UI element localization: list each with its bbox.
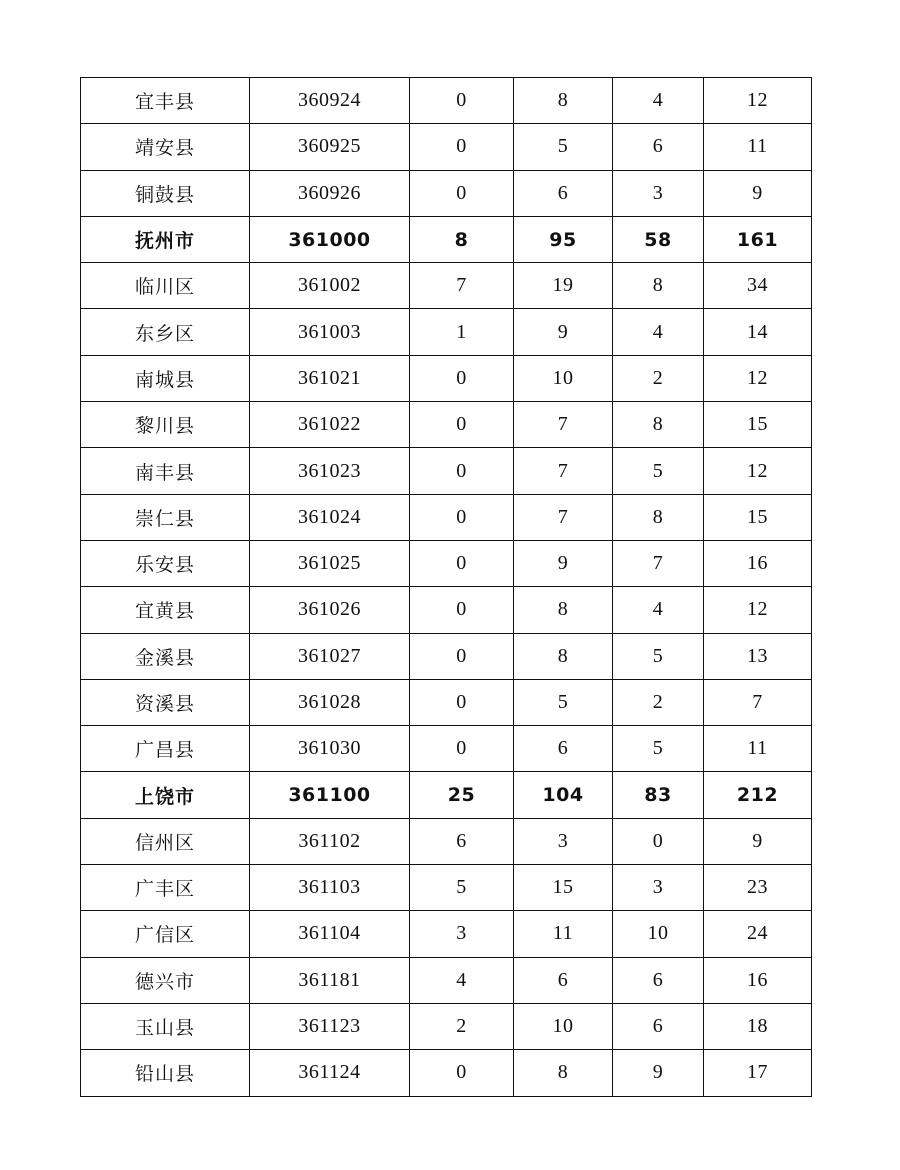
value-1-cell: 1: [410, 309, 514, 355]
region-name-cell: 崇仁县: [81, 494, 250, 540]
region-code-cell: 361000: [250, 216, 410, 262]
value-1-cell: 0: [410, 402, 514, 448]
value-1-cell: 0: [410, 78, 514, 124]
value-2-cell: 9: [514, 309, 613, 355]
region-name-cell: 铜鼓县: [81, 170, 250, 216]
value-3-cell: 5: [613, 633, 704, 679]
total-cell: 12: [704, 78, 812, 124]
table-row: [81, 355, 812, 401]
value-3-cell: 8: [613, 263, 704, 309]
value-2-cell: 9: [514, 540, 613, 586]
value-2-cell: 95: [514, 216, 613, 262]
value-1-cell: 5: [410, 865, 514, 911]
value-1-cell: 0: [410, 633, 514, 679]
value-3-cell: 8: [613, 402, 704, 448]
total-cell: 15: [704, 494, 812, 540]
value-3-cell: 6: [613, 124, 704, 170]
region-code-cell: 360926: [250, 170, 410, 216]
region-name-cell: 乐安县: [81, 540, 250, 586]
region-name-cell: 东乡区: [81, 309, 250, 355]
total-cell: 212: [704, 772, 812, 818]
region-name-cell: 南丰县: [81, 448, 250, 494]
table-row: [81, 309, 812, 355]
total-cell: 11: [704, 726, 812, 772]
value-1-cell: 0: [410, 726, 514, 772]
table-row: [81, 633, 812, 679]
region-code-cell: 360924: [250, 78, 410, 124]
value-3-cell: 8: [613, 494, 704, 540]
value-2-cell: 7: [514, 448, 613, 494]
value-1-cell: 0: [410, 494, 514, 540]
total-cell: 34: [704, 263, 812, 309]
value-3-cell: 2: [613, 679, 704, 725]
region-name-cell: 宜丰县: [81, 78, 250, 124]
region-name-cell: 信州区: [81, 818, 250, 864]
value-2-cell: 15: [514, 865, 613, 911]
region-code-cell: 361027: [250, 633, 410, 679]
region-name-cell: 临川区: [81, 263, 250, 309]
region-code-cell: 361022: [250, 402, 410, 448]
table-row: [81, 263, 812, 309]
value-1-cell: 0: [410, 587, 514, 633]
region-name-cell: 金溪县: [81, 633, 250, 679]
region-name-cell: 宜黄县: [81, 587, 250, 633]
value-3-cell: 4: [613, 78, 704, 124]
value-1-cell: 3: [410, 911, 514, 957]
value-1-cell: 6: [410, 818, 514, 864]
value-3-cell: 0: [613, 818, 704, 864]
region-name-cell: 铅山县: [81, 1050, 250, 1096]
value-2-cell: 6: [514, 726, 613, 772]
table-row: [81, 1003, 812, 1049]
region-code-cell: 361026: [250, 587, 410, 633]
table-row: [81, 402, 812, 448]
table-row: [81, 726, 812, 772]
value-3-cell: 5: [613, 726, 704, 772]
total-cell: 11: [704, 124, 812, 170]
table-row: [81, 1050, 812, 1096]
total-cell: 14: [704, 309, 812, 355]
region-code-cell: 361030: [250, 726, 410, 772]
value-1-cell: 25: [410, 772, 514, 818]
total-cell: 12: [704, 587, 812, 633]
value-3-cell: 3: [613, 865, 704, 911]
region-name-cell: 南城县: [81, 355, 250, 401]
region-name-cell: 广丰区: [81, 865, 250, 911]
table-row-city-subtotal: [81, 772, 812, 818]
value-3-cell: 4: [613, 587, 704, 633]
value-3-cell: 10: [613, 911, 704, 957]
value-2-cell: 8: [514, 587, 613, 633]
value-3-cell: 3: [613, 170, 704, 216]
region-code-cell: 361028: [250, 679, 410, 725]
table-row: [81, 911, 812, 957]
total-cell: 16: [704, 957, 812, 1003]
value-1-cell: 0: [410, 170, 514, 216]
region-code-cell: 361100: [250, 772, 410, 818]
region-code-cell: 361002: [250, 263, 410, 309]
value-3-cell: 58: [613, 216, 704, 262]
region-name-cell: 抚州市: [81, 216, 250, 262]
total-cell: 9: [704, 170, 812, 216]
table-row: [81, 818, 812, 864]
value-1-cell: 4: [410, 957, 514, 1003]
region-code-cell: 361024: [250, 494, 410, 540]
table-row: [81, 957, 812, 1003]
value-3-cell: 4: [613, 309, 704, 355]
value-1-cell: 2: [410, 1003, 514, 1049]
table-row: [81, 78, 812, 124]
table-row: [81, 587, 812, 633]
value-2-cell: 6: [514, 170, 613, 216]
statistics-table: [80, 77, 812, 1097]
value-2-cell: 5: [514, 679, 613, 725]
value-3-cell: 6: [613, 1003, 704, 1049]
value-2-cell: 19: [514, 263, 613, 309]
region-code-cell: 361181: [250, 957, 410, 1003]
region-code-cell: 361124: [250, 1050, 410, 1096]
total-cell: 12: [704, 448, 812, 494]
value-1-cell: 7: [410, 263, 514, 309]
value-1-cell: 0: [410, 540, 514, 586]
total-cell: 17: [704, 1050, 812, 1096]
value-3-cell: 2: [613, 355, 704, 401]
value-3-cell: 9: [613, 1050, 704, 1096]
region-name-cell: 上饶市: [81, 772, 250, 818]
value-2-cell: 10: [514, 1003, 613, 1049]
table-body: [81, 78, 812, 1097]
region-code-cell: 361102: [250, 818, 410, 864]
total-cell: 18: [704, 1003, 812, 1049]
value-2-cell: 11: [514, 911, 613, 957]
region-code-cell: 361003: [250, 309, 410, 355]
value-3-cell: 6: [613, 957, 704, 1003]
region-code-cell: 361104: [250, 911, 410, 957]
region-code-cell: 361021: [250, 355, 410, 401]
table-row: [81, 540, 812, 586]
table-row: [81, 679, 812, 725]
total-cell: 7: [704, 679, 812, 725]
value-2-cell: 5: [514, 124, 613, 170]
value-2-cell: 8: [514, 1050, 613, 1096]
value-3-cell: 5: [613, 448, 704, 494]
total-cell: 16: [704, 540, 812, 586]
value-2-cell: 7: [514, 494, 613, 540]
value-2-cell: 8: [514, 78, 613, 124]
value-1-cell: 0: [410, 1050, 514, 1096]
table-row-city-subtotal: [81, 216, 812, 262]
document-page: [80, 77, 811, 1097]
region-name-cell: 广信区: [81, 911, 250, 957]
value-3-cell: 7: [613, 540, 704, 586]
total-cell: 12: [704, 355, 812, 401]
value-2-cell: 104: [514, 772, 613, 818]
total-cell: 9: [704, 818, 812, 864]
region-code-cell: 361025: [250, 540, 410, 586]
region-code-cell: 361103: [250, 865, 410, 911]
value-3-cell: 83: [613, 772, 704, 818]
region-name-cell: 玉山县: [81, 1003, 250, 1049]
region-name-cell: 德兴市: [81, 957, 250, 1003]
total-cell: 161: [704, 216, 812, 262]
total-cell: 24: [704, 911, 812, 957]
region-code-cell: 361023: [250, 448, 410, 494]
table-row: [81, 170, 812, 216]
value-2-cell: 10: [514, 355, 613, 401]
table-row: [81, 865, 812, 911]
region-code-cell: 360925: [250, 124, 410, 170]
value-1-cell: 0: [410, 448, 514, 494]
value-2-cell: 8: [514, 633, 613, 679]
table-row: [81, 448, 812, 494]
table-row: [81, 494, 812, 540]
value-1-cell: 0: [410, 355, 514, 401]
value-1-cell: 0: [410, 124, 514, 170]
table-row: [81, 124, 812, 170]
value-2-cell: 7: [514, 402, 613, 448]
region-name-cell: 黎川县: [81, 402, 250, 448]
value-2-cell: 6: [514, 957, 613, 1003]
region-code-cell: 361123: [250, 1003, 410, 1049]
total-cell: 13: [704, 633, 812, 679]
value-1-cell: 8: [410, 216, 514, 262]
region-name-cell: 靖安县: [81, 124, 250, 170]
value-2-cell: 3: [514, 818, 613, 864]
total-cell: 15: [704, 402, 812, 448]
region-name-cell: 广昌县: [81, 726, 250, 772]
total-cell: 23: [704, 865, 812, 911]
value-1-cell: 0: [410, 679, 514, 725]
region-name-cell: 资溪县: [81, 679, 250, 725]
